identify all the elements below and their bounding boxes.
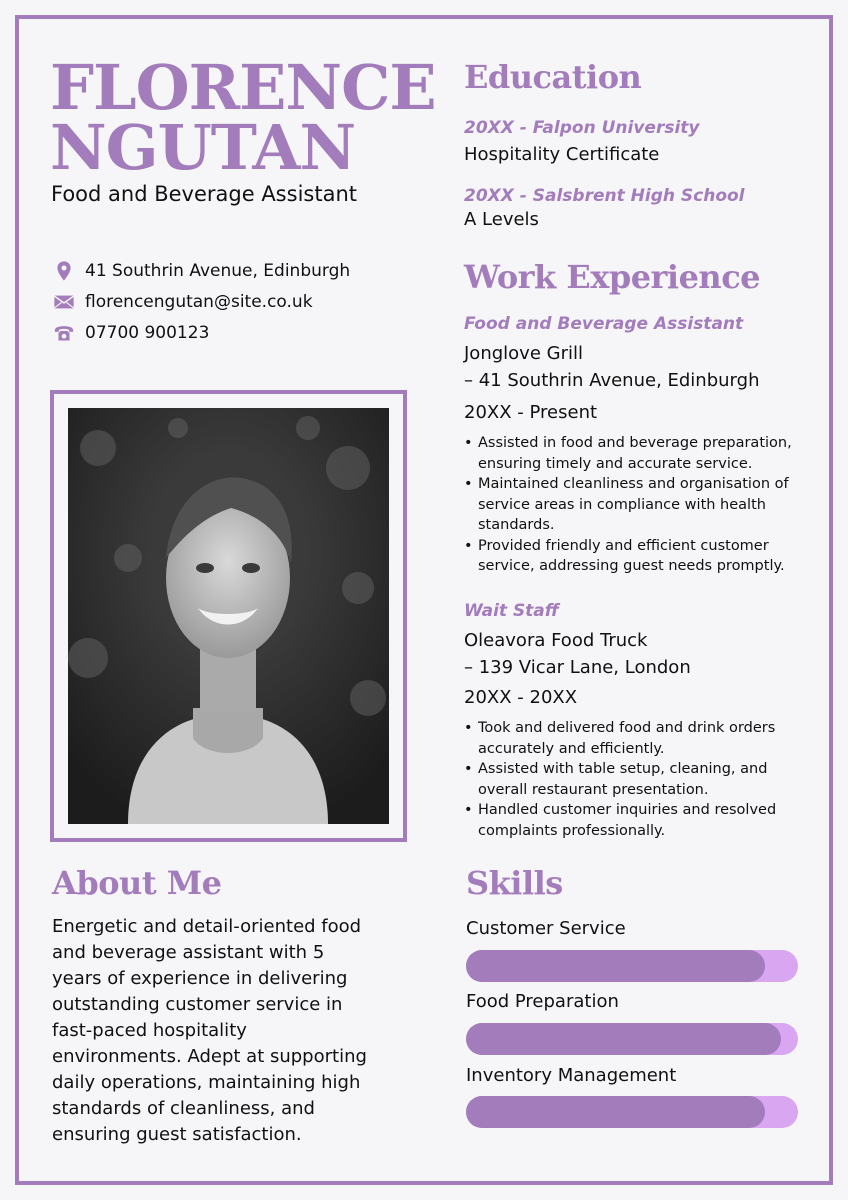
list-item: • Provided friendly and efficient customer service, addressing guest needs promptly. <box>464 536 804 577</box>
skill-label: Customer Service <box>466 918 626 939</box>
skill-bar <box>466 950 798 982</box>
job-company: Oleavora Food Truck <box>464 630 648 651</box>
job-company: Jonglove Grill <box>464 343 583 364</box>
contact-email[interactable] <box>52 286 350 317</box>
last-name: NGUTAN <box>50 111 356 184</box>
skill-bar <box>466 1096 798 1128</box>
education-title: 20XX - Falpon University <box>464 118 700 138</box>
job-title: Food and Beverage Assistant <box>51 182 357 206</box>
skill-bar-fill <box>466 1023 781 1055</box>
education-detail: Hospitality Certificate <box>464 144 660 165</box>
job-bullets <box>464 433 804 577</box>
list-item: • Maintained cleanliness and organisation of service areas in compliance with health standards. <box>464 474 804 536</box>
job-entry-2 <box>464 601 804 841</box>
job-location: – 139 Vicar Lane, London <box>464 657 691 678</box>
candidate-name <box>50 51 436 184</box>
job-location: – 41 Southrin Avenue, Edinburgh <box>464 370 760 391</box>
about-text: Energetic and detail-oriented food and beverage assistant with 5 years of experience in delivering outstanding customer service in fast-paced hospitality environments. Adept at supporting daily operations, maintaining high standards of cleanliness, and ensuring guest satisfaction. <box>52 916 367 1145</box>
skill-label: Inventory Management <box>466 1065 677 1086</box>
job-entry-1 <box>464 314 804 577</box>
education-item-2 <box>464 186 804 230</box>
skill-label: Food Preparation <box>466 991 619 1012</box>
skill-bar <box>466 1023 798 1055</box>
list-item: • Took and delivered food and drink orders accurately and efficiently. <box>464 718 804 759</box>
about-heading: About Me <box>52 864 222 902</box>
address-text: 41 Southrin Avenue, Edinburgh <box>85 260 351 281</box>
envelope-icon <box>52 291 76 313</box>
skill-bar-fill <box>466 1096 765 1128</box>
job-bullets <box>464 718 804 841</box>
photo-frame <box>50 390 407 842</box>
contact-address <box>52 255 350 286</box>
job-title: Wait Staff <box>464 601 559 621</box>
list-item: • Assisted with table setup, cleaning, and overall restaurant presentation. <box>464 759 804 800</box>
contact-list <box>52 255 350 348</box>
location-pin-icon <box>52 260 76 282</box>
work-heading: Work Experience <box>464 258 761 296</box>
first-name: FLORENCE <box>50 51 436 124</box>
profile-photo <box>68 408 389 824</box>
education-heading: Education <box>464 58 642 96</box>
list-item: • Assisted in food and beverage preparation, ensuring timely and accurate service. <box>464 433 804 474</box>
contact-phone[interactable] <box>52 317 350 348</box>
skills-heading: Skills <box>466 864 563 902</box>
education-item-1 <box>464 118 804 165</box>
job-dates: 20XX - Present <box>464 402 598 423</box>
job-title: Food and Beverage Assistant <box>464 314 744 334</box>
phone-icon <box>52 322 76 344</box>
email-text[interactable]: florencengutan@site.co.uk <box>85 291 313 312</box>
job-dates: 20XX - 20XX <box>464 687 578 708</box>
education-title: 20XX - Salsbrent High School <box>464 186 745 206</box>
phone-text[interactable]: 07700 900123 <box>85 322 210 343</box>
skill-bar-fill <box>466 950 765 982</box>
list-item: • Handled customer inquiries and resolved complaints professionally. <box>464 800 804 841</box>
education-detail: A Levels <box>464 209 539 230</box>
